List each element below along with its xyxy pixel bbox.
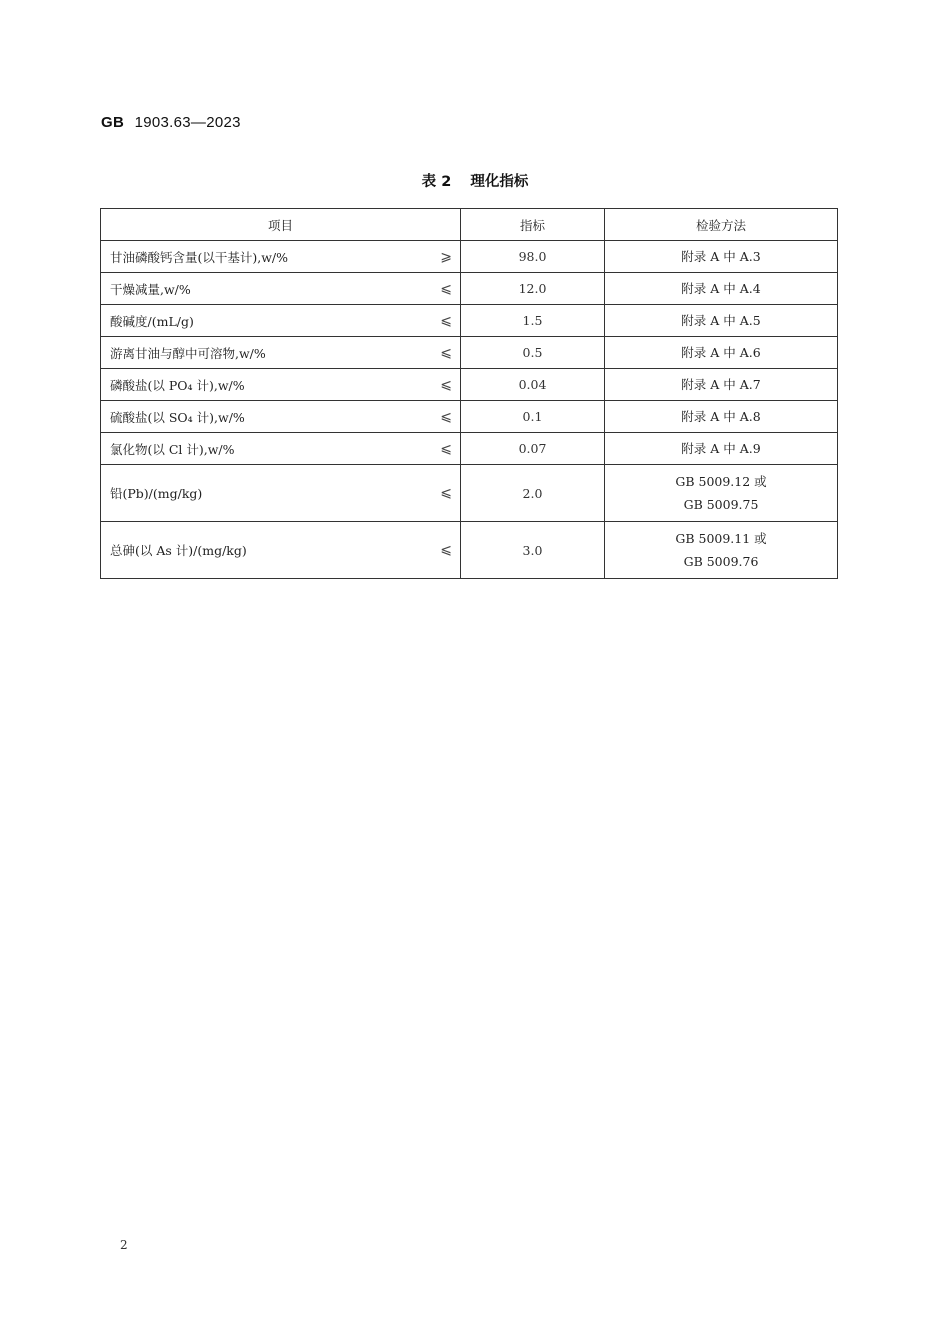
table-row bbox=[101, 305, 838, 337]
method-cell bbox=[605, 241, 838, 273]
comparison-operator: ⩽ bbox=[440, 312, 452, 329]
table-caption: 理化指标 bbox=[470, 174, 529, 190]
method-cell bbox=[605, 337, 838, 369]
item-label: 干燥减量,w/% bbox=[110, 281, 191, 297]
method-cell bbox=[605, 433, 838, 465]
column-header-item: 项目 bbox=[101, 209, 461, 241]
method-text: GB 5009.75 bbox=[683, 497, 759, 512]
method-cell bbox=[605, 369, 838, 401]
comparison-operator: ⩽ bbox=[440, 408, 452, 425]
table-row bbox=[101, 273, 838, 305]
method-text: 附录 A 中 A.3 bbox=[681, 249, 761, 264]
item-label: 硫酸盐(以 SO₄ 计),w/% bbox=[110, 409, 245, 425]
index-value: 3.0 bbox=[461, 522, 605, 579]
index-value: 12.0 bbox=[461, 273, 605, 305]
item-label: 氯化物(以 Cl 计),w/% bbox=[110, 441, 235, 457]
table-row bbox=[101, 433, 838, 465]
comparison-operator: ⩽ bbox=[440, 440, 452, 457]
comparison-operator: ⩽ bbox=[440, 376, 452, 393]
method-text: 附录 A 中 A.9 bbox=[681, 441, 761, 456]
method-text: GB 5009.12 或 bbox=[675, 474, 767, 489]
item-cell bbox=[101, 522, 461, 579]
method-cell bbox=[605, 465, 838, 522]
column-header-index: 指标 bbox=[461, 209, 605, 241]
item-label: 游离甘油与醇中可溶物,w/% bbox=[110, 345, 266, 361]
method-cell bbox=[605, 305, 838, 337]
table-header-row bbox=[101, 209, 838, 241]
method-text: 附录 A 中 A.4 bbox=[681, 281, 761, 296]
index-value: 0.04 bbox=[461, 369, 605, 401]
method-cell bbox=[605, 522, 838, 579]
method-text: GB 5009.11 或 bbox=[675, 531, 767, 546]
item-cell bbox=[101, 241, 461, 273]
item-cell bbox=[101, 433, 461, 465]
index-value: 0.5 bbox=[461, 337, 605, 369]
item-cell bbox=[101, 305, 461, 337]
comparison-operator: ⩽ bbox=[440, 280, 452, 297]
item-cell bbox=[101, 369, 461, 401]
table-row bbox=[101, 241, 838, 273]
table-row bbox=[101, 522, 838, 579]
method-text: 附录 A 中 A.6 bbox=[681, 345, 761, 360]
item-label: 铅(Pb)/(mg/kg) bbox=[110, 486, 203, 501]
standard-code: GB bbox=[101, 114, 125, 131]
index-value: 1.5 bbox=[461, 305, 605, 337]
item-cell bbox=[101, 401, 461, 433]
comparison-operator: ⩽ bbox=[440, 344, 452, 361]
comparison-operator: ⩾ bbox=[440, 248, 452, 265]
item-label: 甘油磷酸钙含量(以干基计),w/% bbox=[110, 249, 289, 265]
item-label: 总砷(以 As 计)/(mg/kg) bbox=[110, 543, 247, 558]
method-text: 附录 A 中 A.7 bbox=[681, 377, 761, 392]
item-cell bbox=[101, 337, 461, 369]
table-number: 表 2 bbox=[421, 174, 452, 190]
method-text: 附录 A 中 A.8 bbox=[681, 409, 761, 424]
standard-number: 1903.63—2023 bbox=[134, 114, 241, 131]
comparison-operator: ⩽ bbox=[440, 485, 452, 501]
index-value: 2.0 bbox=[461, 465, 605, 522]
comparison-operator: ⩽ bbox=[440, 542, 452, 558]
index-value: 0.07 bbox=[461, 433, 605, 465]
method-cell bbox=[605, 401, 838, 433]
index-value: 98.0 bbox=[461, 241, 605, 273]
table-row bbox=[101, 401, 838, 433]
table-row bbox=[101, 465, 838, 522]
method-cell bbox=[605, 273, 838, 305]
table-title bbox=[0, 170, 950, 191]
standard-header bbox=[101, 114, 241, 131]
column-header-method: 检验方法 bbox=[605, 209, 838, 241]
item-cell bbox=[101, 273, 461, 305]
specification-table bbox=[100, 208, 838, 579]
method-text: GB 5009.76 bbox=[683, 554, 759, 569]
item-label: 酸碱度/(mL/g) bbox=[110, 313, 194, 329]
page-number: 2 bbox=[120, 1238, 128, 1252]
method-text: 附录 A 中 A.5 bbox=[681, 313, 761, 328]
item-cell bbox=[101, 465, 461, 522]
item-label: 磷酸盐(以 PO₄ 计),w/% bbox=[110, 377, 245, 393]
table-row bbox=[101, 369, 838, 401]
index-value: 0.1 bbox=[461, 401, 605, 433]
table-row bbox=[101, 337, 838, 369]
